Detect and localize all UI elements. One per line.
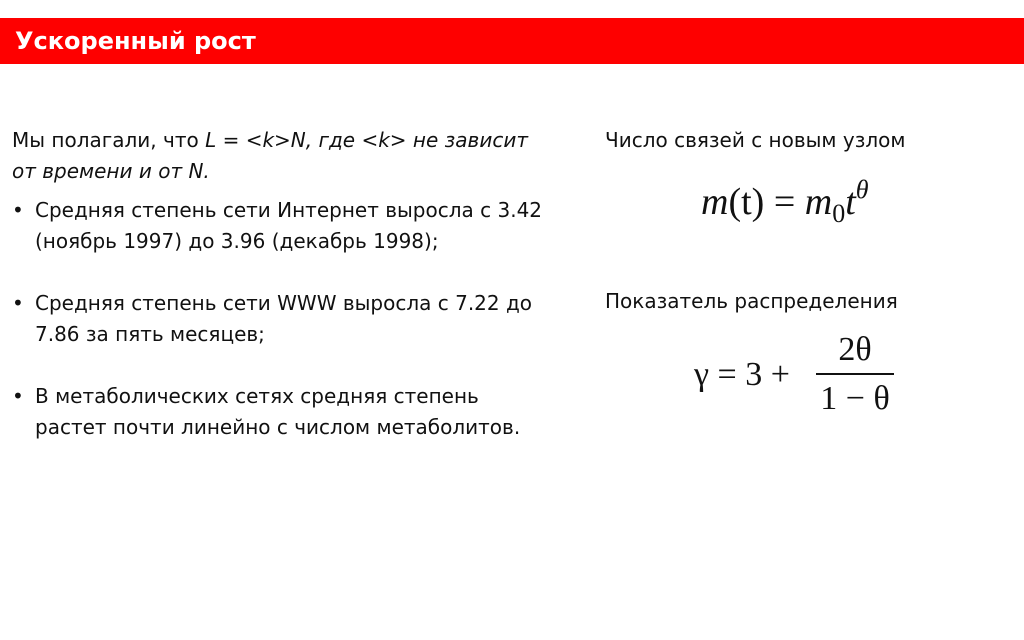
bullet-item-metabolic (12, 381, 552, 443)
bullet-list (12, 195, 552, 443)
formula1-rhs-var: m (804, 181, 833, 223)
caption-distribution-exponent: Показатель распределения (605, 289, 898, 313)
intro-text (12, 125, 552, 187)
caption-links-new-node: Число связей с новым узлом (605, 128, 906, 152)
formula2-fraction (816, 330, 894, 419)
bullet-item-internet (12, 195, 552, 257)
formula2-lhs: γ = 3 + (694, 356, 790, 393)
formula1-lhs-var: m (701, 181, 729, 223)
bullet-text-metabolic: В метаболических сетях средняя степень растет почти линейно с числом метаболитов. (35, 384, 521, 439)
fraction-bar (816, 373, 894, 375)
formula1-rhs-sub: 0 (832, 199, 846, 228)
bullet-text-www: Средняя степень сети WWW выросла с 7.22 до 7.86 за пять месяцев; (35, 291, 533, 346)
bullet-item-www (12, 288, 552, 350)
bullet-icon: • (12, 291, 24, 315)
bullet-icon: • (12, 384, 24, 408)
slide-title: Ускоренный рост (15, 27, 256, 55)
formula2-denominator: 1 − θ (820, 380, 890, 417)
formula1-rhs-sup: θ (855, 175, 869, 204)
formula1-equals: = (764, 181, 805, 223)
formula2-numerator: 2θ (838, 331, 872, 368)
left-column (12, 125, 552, 474)
formula1-lhs-arg: (t) (728, 181, 765, 223)
bullet-icon: • (12, 198, 24, 222)
title-bar (0, 18, 1024, 64)
formula1-rhs-t: t (845, 181, 856, 223)
intro-prefix: Мы полагали, что (12, 128, 206, 152)
bullet-text-internet: Средняя степень сети Интернет выросла с 3.42 (ноябрь 1997) до 3.96 (декабрь 1998); (35, 198, 543, 253)
formula-links-growth (701, 165, 869, 239)
intro-italic: L = <k>N, где <k> не зависит от времени и от N. (12, 128, 528, 183)
